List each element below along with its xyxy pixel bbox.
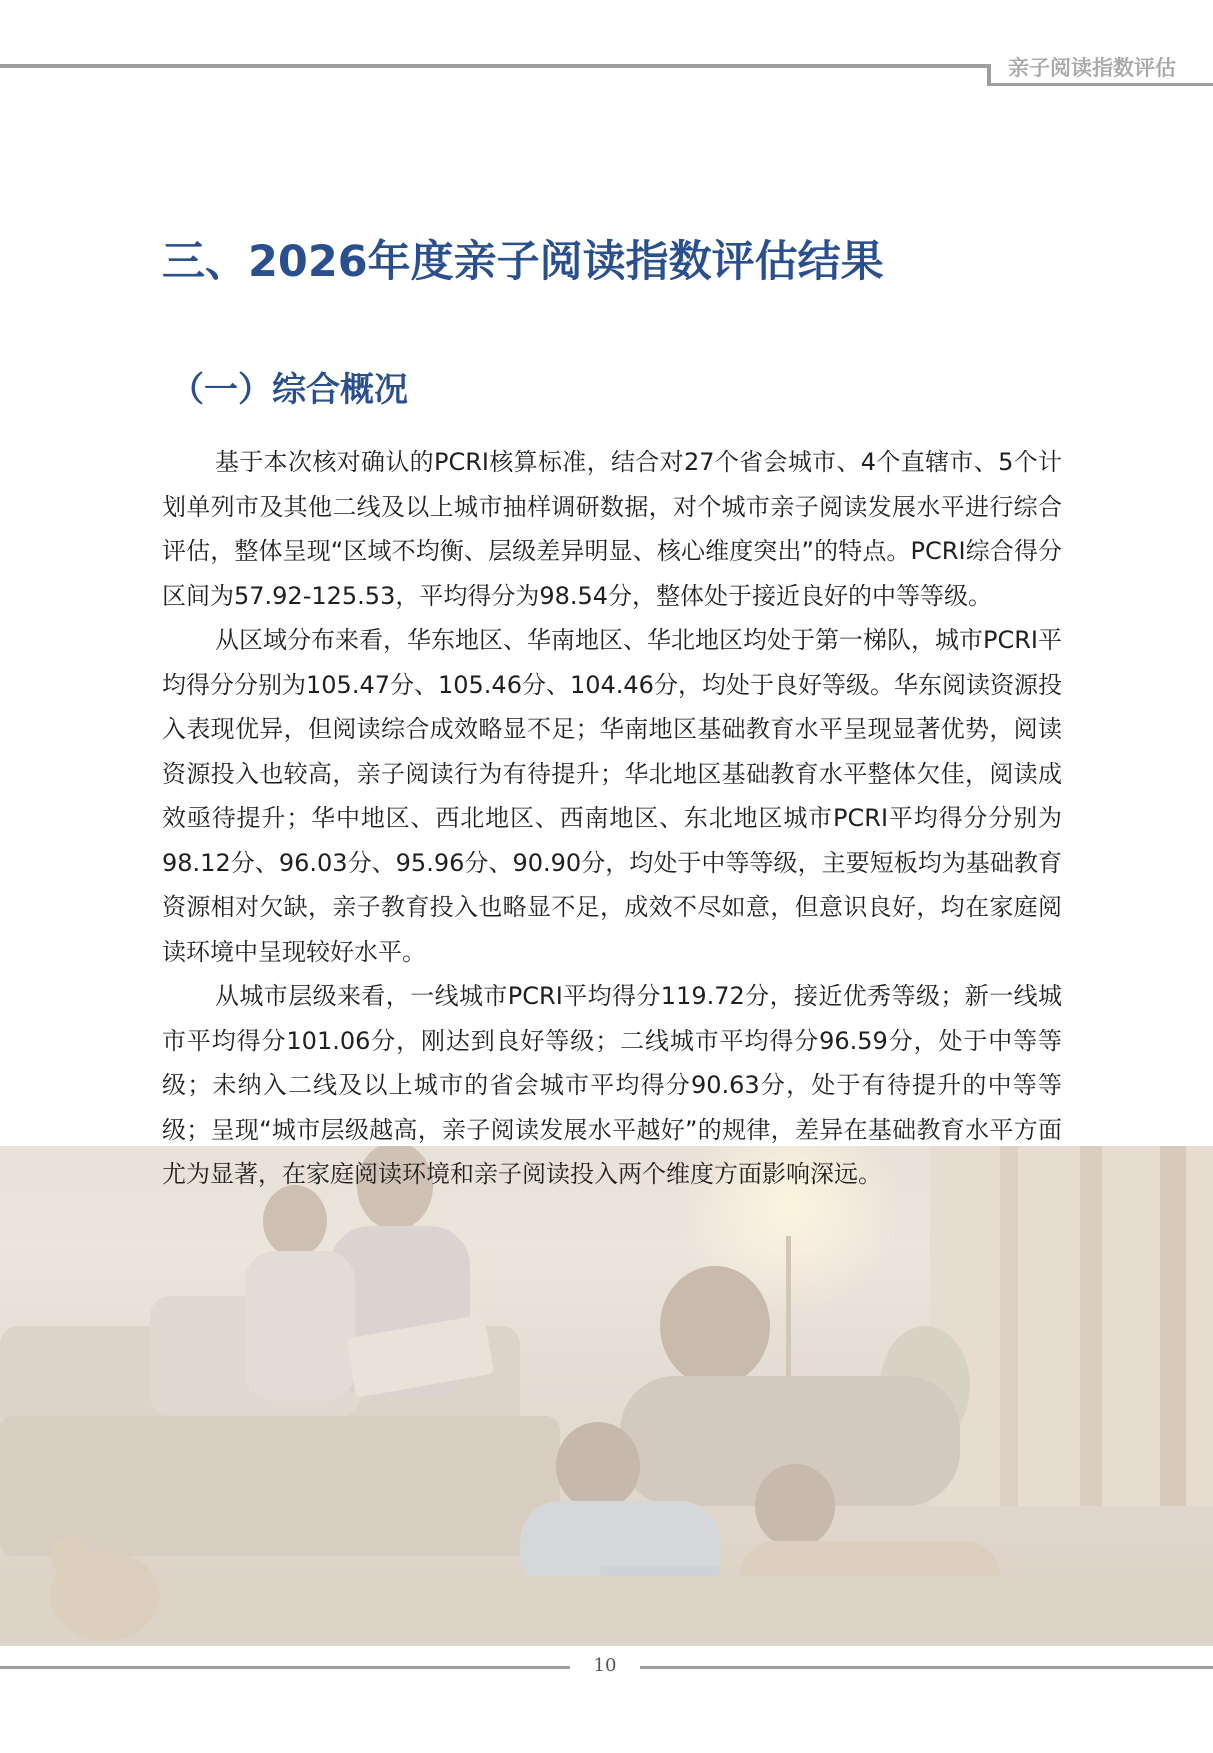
body-text bbox=[162, 440, 1062, 1197]
section-title: （一）综合概况 bbox=[170, 370, 408, 410]
page-number: 10 bbox=[593, 1655, 617, 1676]
paragraph-regional: 从区域分布来看，华东地区、华南地区、华北地区均处于第一梯队，城市PCRI平均得分分别为105.47分、105.46分、104.46分，均处于良好等级。华东阅读资源投入表现优异，但阅读综合成效略显不足；华南地区基础教育水平呈现显著优势，阅读资源投入也较高，亲子阅读行为有待提升；华北地区基础教育水平整体欠佳，阅读成效亟待提升；华中地区、西北地区、西南地区、东北地区城市PCRI平均得分分别为98.12分、96.03分、95.96分、90.90分，均处于中等等级，主要短板均为基础教育资源相对欠缺，亲子教育投入也略显不足，成效不尽如意，但意识良好，均在家庭阅读环境中呈现较好水平。 bbox=[162, 626, 1062, 966]
chapter-title: 三、2026年度亲子阅读指数评估结果 bbox=[162, 237, 884, 287]
running-header-title: 亲子阅读指数评估 bbox=[1008, 56, 1176, 80]
footer-rule-right bbox=[640, 1666, 1213, 1669]
header-rule-underline bbox=[987, 83, 1213, 86]
header-rule bbox=[0, 64, 990, 68]
paragraph-overview: 基于本次核对确认的PCRI核算标准，结合对27个省会城市、4个直辖市、5个计划单列市及其他二线及以上城市抽样调研数据，对个城市亲子阅读发展水平进行综合评估，整体呈现“区域不均衡、层级差异明显、核心维度突出”的特点。PCRI综合得分区间为57.92-125.53，平均得分为98.54分，整体处于接近良好的中等等级。 bbox=[162, 448, 1062, 610]
family-reading-photo bbox=[0, 1146, 1213, 1646]
footer-rule-left bbox=[0, 1666, 570, 1669]
paragraph-city-tier: 从城市层级来看，一线城市PCRI平均得分119.72分，接近优秀等级；新一线城市平均得分101.06分，刚达到良好等级；二线城市平均得分96.59分，处于中等等级；未纳入二线及以上城市的省会城市平均得分90.63分，处于有待提升的中等等级；呈现“城市层级越高，亲子阅读发展水平越好”的规律，差异在基础教育水平方面尤为显著，在家庭阅读环境和亲子阅读投入两个维度方面影响深远。 bbox=[162, 982, 1062, 1188]
